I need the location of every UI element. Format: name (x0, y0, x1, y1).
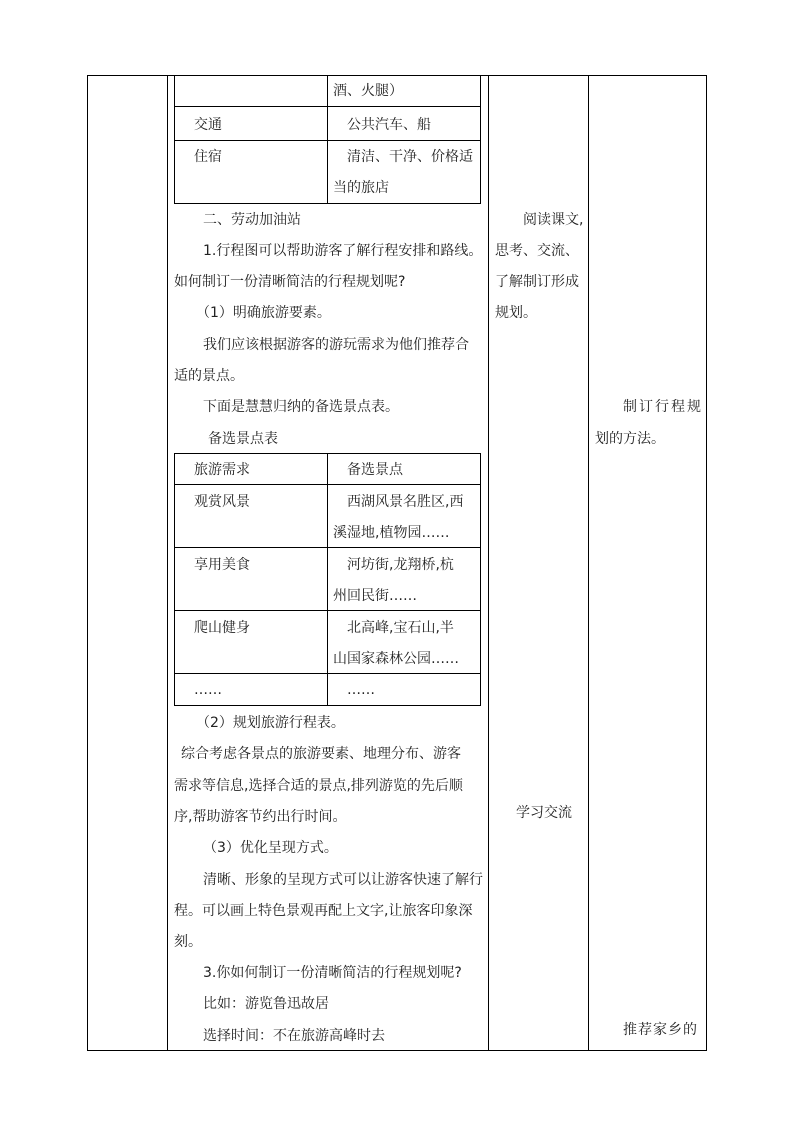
para2-line1: 我们应该根据游客的游玩需求为他们推荐合 (203, 337, 469, 353)
scenic-row1-spots-line2: 溪湿地,植物园…… (333, 525, 450, 541)
student-activity-line2: 思考、交流、 (495, 243, 579, 259)
para2-line2: 适的景点。 (174, 368, 244, 384)
scenic-row1-need: 观赏风景 (194, 494, 250, 510)
scenic-row2-spots-line1: 河坊街,龙翔桥,杭 (347, 557, 454, 573)
intent-line2: 划的方法。 (595, 431, 665, 447)
scenic-row3-spots-line2: 山国家森林公园…… (333, 651, 459, 667)
question3: 3.你如何制订一份清晰简洁的行程规划呢? (203, 965, 462, 981)
section-heading: 二、劳动加油站 (203, 212, 301, 228)
step3-heading: （3）优化呈现方式。 (203, 840, 338, 856)
table-caption: 备选景点表 (208, 431, 278, 447)
scenic-table-right (480, 453, 481, 706)
scenic-row2-spots-line2: 州回民街…… (333, 588, 417, 604)
scenic-row1-spots-line1: 西湖风景名胜区,西 (347, 494, 464, 510)
scenic-header-need: 旅游需求 (194, 462, 250, 478)
para5-line2: 程。可以画上特色景观再配上文字,让旅客印象深 (174, 903, 473, 919)
para5-line1: 清晰、形象的呈现方式可以让游客快速了解行 (203, 872, 483, 888)
para4-line3: 序,帮助游客节约出行时间。 (174, 809, 347, 825)
scenic-row4-spots: …… (347, 682, 375, 698)
intent-line1: 制订行程规 (623, 399, 703, 415)
step1-heading: （1）明确旅游要素。 (196, 305, 331, 321)
scenic-row2-need: 享用美食 (194, 557, 250, 573)
student-activity-line1: 阅读课文, (523, 212, 584, 228)
top-row3-label: 住宿 (194, 149, 222, 165)
top-row3-value-line1: 清洁、干净、价格适 (347, 149, 473, 165)
para4-line1: 综合考虑各景点的旅游要素、地理分布、游客 (181, 746, 461, 762)
outer-border-top (87, 75, 707, 76)
scenic-row3-need: 爬山健身 (194, 620, 250, 636)
scenic-row3-spots-line1: 北高峰,宝石山,半 (347, 620, 454, 636)
step2-heading: （2）规划旅游行程表。 (196, 715, 345, 731)
col-divider-2 (488, 75, 489, 1051)
para4-line2: 需求等信息,选择合适的景点,排列游览的先后顺 (174, 778, 463, 794)
student-exchange: 学习交流 (516, 805, 572, 821)
top-row3-value-line2: 当的旅店 (333, 180, 389, 196)
intent-bottom: 推荐家乡的 (623, 1022, 698, 1038)
example-line: 比如：游览鲁迅故居 (203, 996, 329, 1012)
scenic-table-middle (327, 453, 328, 706)
outer-border-left (87, 75, 88, 1051)
top-table-bottom (174, 203, 481, 204)
scenic-table-left (174, 453, 175, 706)
para5-line3: 刻。 (174, 934, 202, 950)
para3: 下面是慧慧归纳的备选景点表。 (203, 399, 399, 415)
top-table-row-line-1 (174, 106, 481, 107)
col-divider-3 (588, 75, 589, 1051)
outer-border-right (706, 75, 707, 1051)
top-row2-value: 公共汽车、船 (347, 117, 431, 133)
top-row2-label: 交通 (194, 117, 222, 133)
top-table-row-line-2 (174, 140, 481, 141)
scenic-row4-need: …… (194, 682, 222, 698)
outer-border-bottom (87, 1050, 707, 1051)
student-activity-line3: 了解制订形成 (495, 274, 579, 290)
para1-line2: 如何制订一份清晰简洁的行程规划呢? (174, 274, 406, 290)
para1-line1: 1.行程图可以帮助游客了解行程安排和路线。 (203, 243, 483, 259)
student-activity-line4: 规划。 (495, 305, 537, 321)
scenic-header-spots: 备选景点 (347, 462, 403, 478)
time-choice-line: 选择时间：不在旅游高峰时去 (203, 1028, 385, 1044)
col-divider-1 (167, 75, 168, 1051)
top-row1-value: 酒、火腿） (333, 83, 403, 99)
